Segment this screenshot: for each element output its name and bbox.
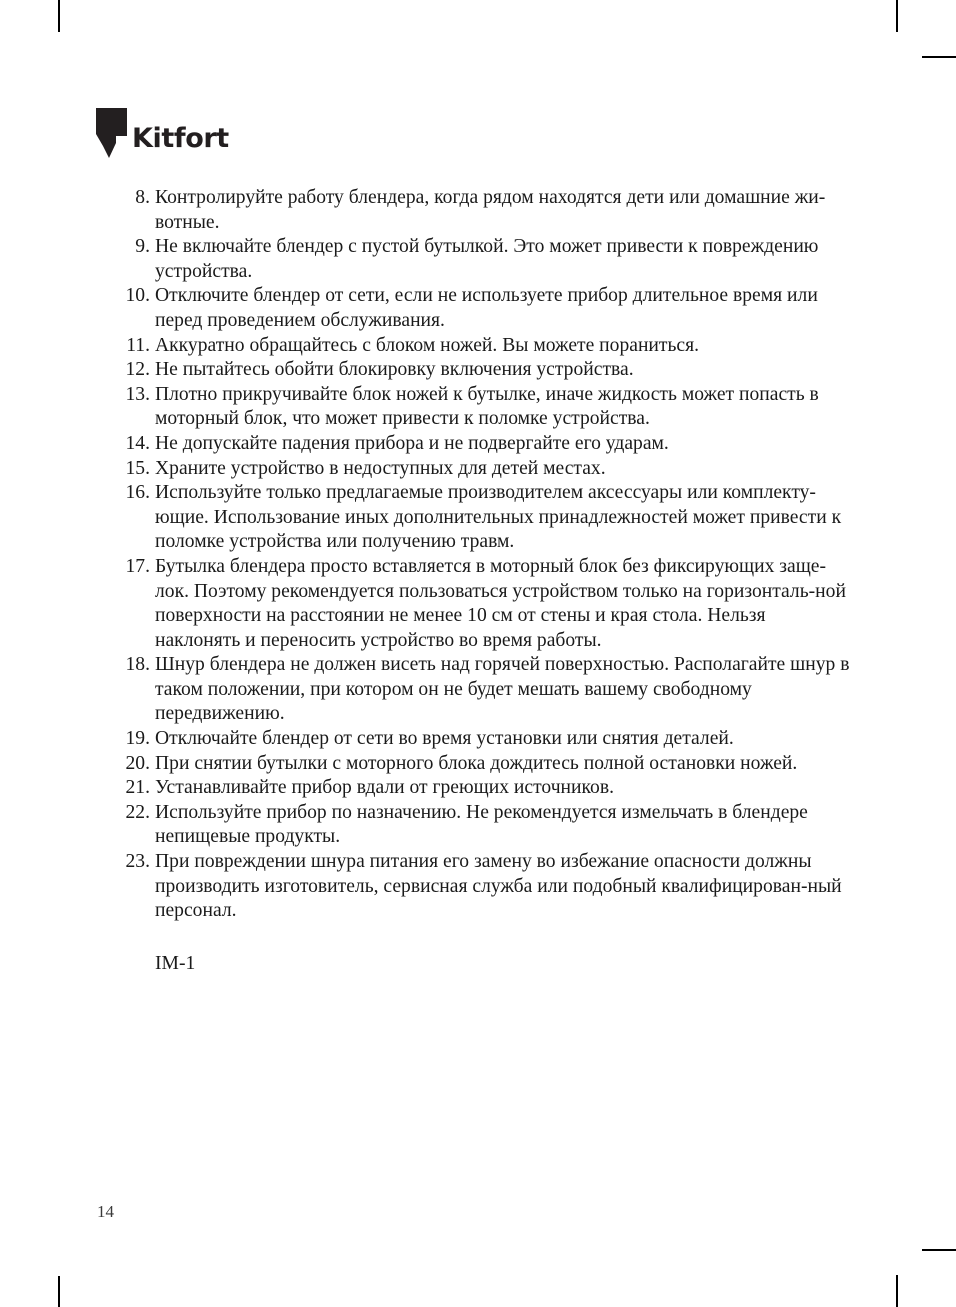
list-item [0,850,956,924]
list-item-number: 12. [125,359,150,381]
list-item [0,432,956,457]
list-item [0,457,956,482]
list-item [0,776,956,801]
list-item-number: 17. [125,555,150,577]
crop-mark-top-right-horizontal [922,56,956,58]
list-item-number: 10. [125,285,150,307]
list-item-text: Отключайте блендер от сети во время установки или снятия деталей. [155,728,734,750]
list-item-text: Шнур блендера не должен висеть над горячей поверхностью. Располагайте шнур в таком положении, при котором он не будет мешать вашему свободному передвижению. [155,654,850,725]
list-item [0,727,956,752]
list-item-text: Не допускайте падения прибора и не подвергайте его ударам. [155,432,669,454]
list-item-text: Контролируйте работу блендера, когда рядом находятся дети или домашние жи-вотные. [155,187,826,233]
list-item-number: 20. [125,752,150,774]
list-item-text: Устанавливайте прибор вдали от греющих источников. [155,777,614,799]
page-number: 14 [97,1202,114,1221]
list-item-number: 8. [135,187,150,208]
list-item-text: Не пытайтесь обойти блокировку включения устройства. [155,359,634,381]
list-item [0,752,956,777]
list-item-text: Аккуратно обращайтесь с блоком ножей. Вы можете пораниться. [155,334,700,356]
list-item-number: 22. [125,801,150,823]
list-item-number: 9. [135,236,150,258]
kitfort-pennant-icon [96,108,130,158]
list-item-number: 23. [125,851,150,873]
document-code: IM-1 [155,953,196,974]
crop-mark-bottom-left [58,1276,60,1307]
crop-mark-bottom-right-horizontal [922,1249,956,1251]
safety-instructions-section [0,186,956,924]
list-item-text: Плотно прикручивайте блок ножей к бутылке, иначе жидкость может попасть в моторный блок, что может привести к поломке устройства. [155,383,819,430]
list-item-number: 11. [126,334,150,356]
list-item [0,801,956,850]
list-item-text: При повреждении шнура питания его замену во избежание опасности должны производить изготовитель, сервисная служба или подобный квалифицирован-ный персонал. [155,851,842,922]
list-item-number: 13. [125,383,150,405]
list-item-text: Бутылка блендера просто вставляется в моторный блок без фиксирующих заще-лок. Поэтому рекомендуется пользоваться устройством только на горизонталь-ной поверхности на расстоянии не менее 10 см от стены и края стола. Нельзя наклонять и переносить устройство во время работы. [155,555,846,651]
crop-mark-top-left [58,0,60,32]
list-item-number: 18. [125,654,150,676]
list-item [0,186,956,235]
list-item [0,358,956,383]
list-item [0,383,956,432]
list-item [0,555,956,653]
list-item [0,284,956,333]
list-item [0,235,956,284]
list-item-text: Не включайте блендер с пустой бутылкой. Это может привести к повреждению устройства. [155,236,819,282]
list-item-number: 21. [125,777,150,799]
list-item [0,481,956,555]
list-item-number: 16. [125,482,150,504]
list-item [0,653,956,727]
list-item-text: Отключите блендер от сети, если не используете прибор длительное время или перед проведением обслуживания. [155,285,818,331]
list-item [0,334,956,359]
safety-instructions-list [0,186,956,924]
list-item-text: Используйте только предлагаемые производителем аксессуары или комплекту-ющие. Использование иных дополнительных принадлежностей может привести к поломке устройства или получению травм. [155,482,842,553]
list-item-text: Используйте прибор по назначению. Не рекомендуется измельчать в блендере непищевые продукты. [155,801,808,848]
list-item-text: Храните устройство в недоступных для детей местах. [155,457,606,479]
list-item-number: 14. [125,432,150,454]
brand-wordmark: Kitfort [132,123,229,154]
brand-logo [96,102,229,158]
crop-mark-top-right [896,0,898,32]
crop-mark-bottom-right [896,1275,898,1307]
list-item-number: 15. [125,457,150,479]
list-item-text: При снятии бутылки с моторного блока дождитесь полной остановки ножей. [155,752,798,774]
list-item-number: 19. [125,728,150,750]
